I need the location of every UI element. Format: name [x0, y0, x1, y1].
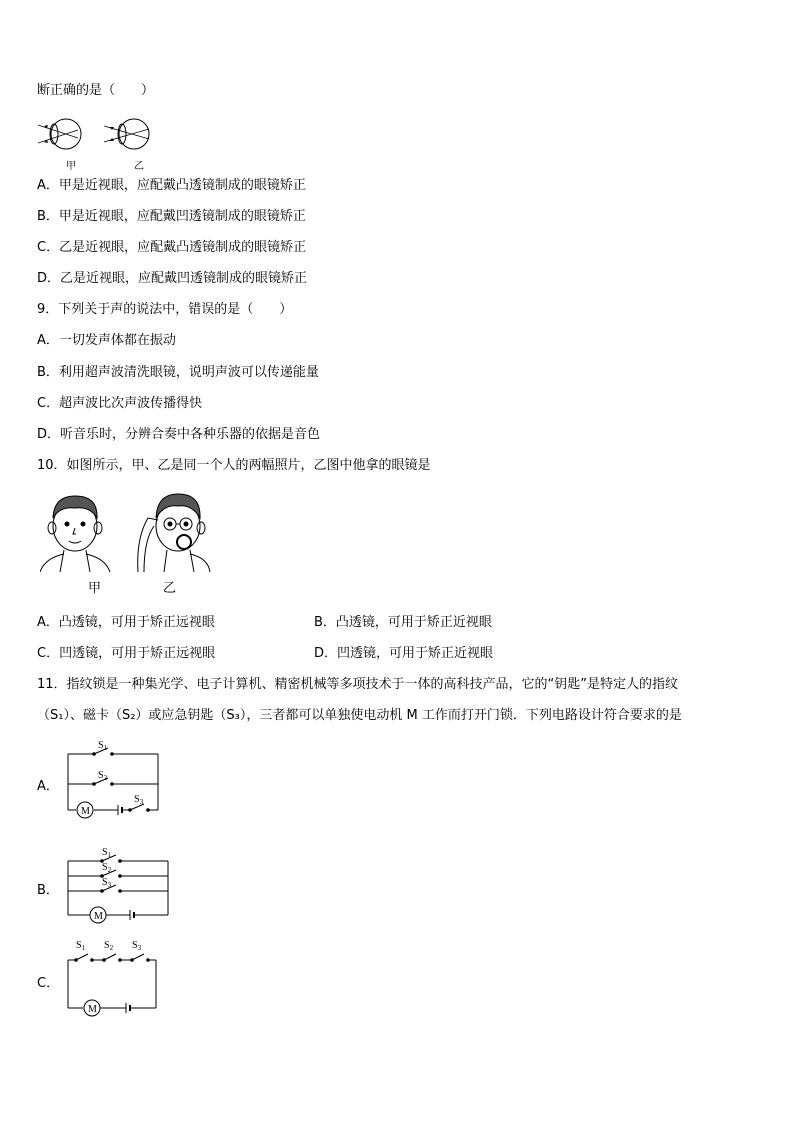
circuit-a-s1-label: $S_1$ [98, 740, 108, 752]
q9-option-c[interactable]: C．超声波比次声波传播得快 [37, 396, 203, 411]
fig-label-yi: 乙 [134, 161, 144, 172]
circuit-c-s1-label: $S_1$ [76, 940, 86, 952]
q8-option-b[interactable]: B．甲是近视眼，应配戴凹透镜制成的眼镜矫正 [37, 209, 306, 224]
q10-option-c[interactable]: C．凹透镜，可用于矫正远视眼 [37, 646, 216, 661]
circuit-c-motor-label: M [88, 1004, 97, 1015]
q11-stem-line2: （S₁）、磁卡（S₂）或应急钥匙（S₃），三者都可以单独使电动机 M 工作而打开门锁．下列电路设计符合要求的是 [37, 708, 682, 723]
eye-diagram [38, 112, 168, 172]
circuit-a[interactable] [60, 738, 190, 828]
fig-label-jia: 甲 [66, 161, 76, 172]
circuit-a-motor-label: M [81, 806, 90, 817]
q11-option-b-label[interactable]: B． [37, 883, 59, 898]
circuit-c-s2-label: $S_2$ [104, 940, 114, 952]
circuit-c-s3-label: $S_3$ [132, 940, 142, 952]
q9-stem: 9．下列关于声的说法中，错误的是（ ） [37, 302, 293, 317]
q9-option-b[interactable]: B．利用超声波清洗眼镜，说明声波可以传递能量 [37, 365, 319, 380]
eye-jia-icon [38, 119, 81, 149]
boy-yi-icon [138, 494, 210, 572]
q8-stem-tail: 断正确的是（ ） [37, 83, 155, 98]
q10-option-b[interactable]: B．凸透镜，可用于矫正近视眼 [314, 615, 492, 630]
q11-option-a-label[interactable]: A． [37, 779, 59, 794]
q10-fig-label-yi: 乙 [163, 581, 177, 596]
circuit-b-motor-label: M [94, 911, 103, 922]
boy-jia-icon [40, 496, 110, 572]
q8-option-c[interactable]: C．乙是近视眼，应配戴凸透镜制成的眼镜矫正 [37, 240, 307, 255]
circuit-c[interactable] [60, 936, 170, 1026]
q10-option-d[interactable]: D．凹透镜，可用于矫正近视眼 [314, 646, 494, 661]
q8-option-a[interactable]: A．甲是近视眼，应配戴凸透镜制成的眼镜矫正 [37, 178, 306, 193]
q10-option-a[interactable]: A．凸透镜，可用于矫正远视眼 [37, 615, 215, 630]
eye-yi-icon [104, 119, 149, 149]
circuit-b-s3-label: $S_3$ [102, 877, 112, 889]
circuit-b-s1-label: $S_1$ [102, 847, 112, 859]
circuit-b[interactable] [60, 845, 180, 930]
q9-option-d[interactable]: D．听音乐时，分辨合奏中各种乐器的依据是音色 [37, 427, 321, 442]
q11-stem-line1: 11．指纹锁是一种集光学、电子计算机、精密机械等多项技术于一体的高科技产品，它的“钥匙”是特定人的指纹 [37, 677, 679, 692]
circuit-b-s2-label: $S_2$ [102, 862, 112, 874]
q11-option-c-label[interactable]: C． [37, 976, 60, 991]
boy-photos [40, 488, 220, 572]
q10-fig-label-jia: 甲 [88, 581, 102, 596]
circuit-a-s2-label: $S_2$ [98, 770, 108, 782]
q9-option-a[interactable]: A．一切发声体都在振动 [37, 333, 176, 348]
q10-stem: 10．如图所示，甲、乙是同一个人的两幅照片，乙图中他拿的眼镜是 [37, 458, 431, 473]
q8-option-d[interactable]: D．乙是近视眼，应配戴凹透镜制成的眼镜矫正 [37, 271, 308, 286]
circuit-a-s3-label: $S_3$ [134, 794, 144, 806]
